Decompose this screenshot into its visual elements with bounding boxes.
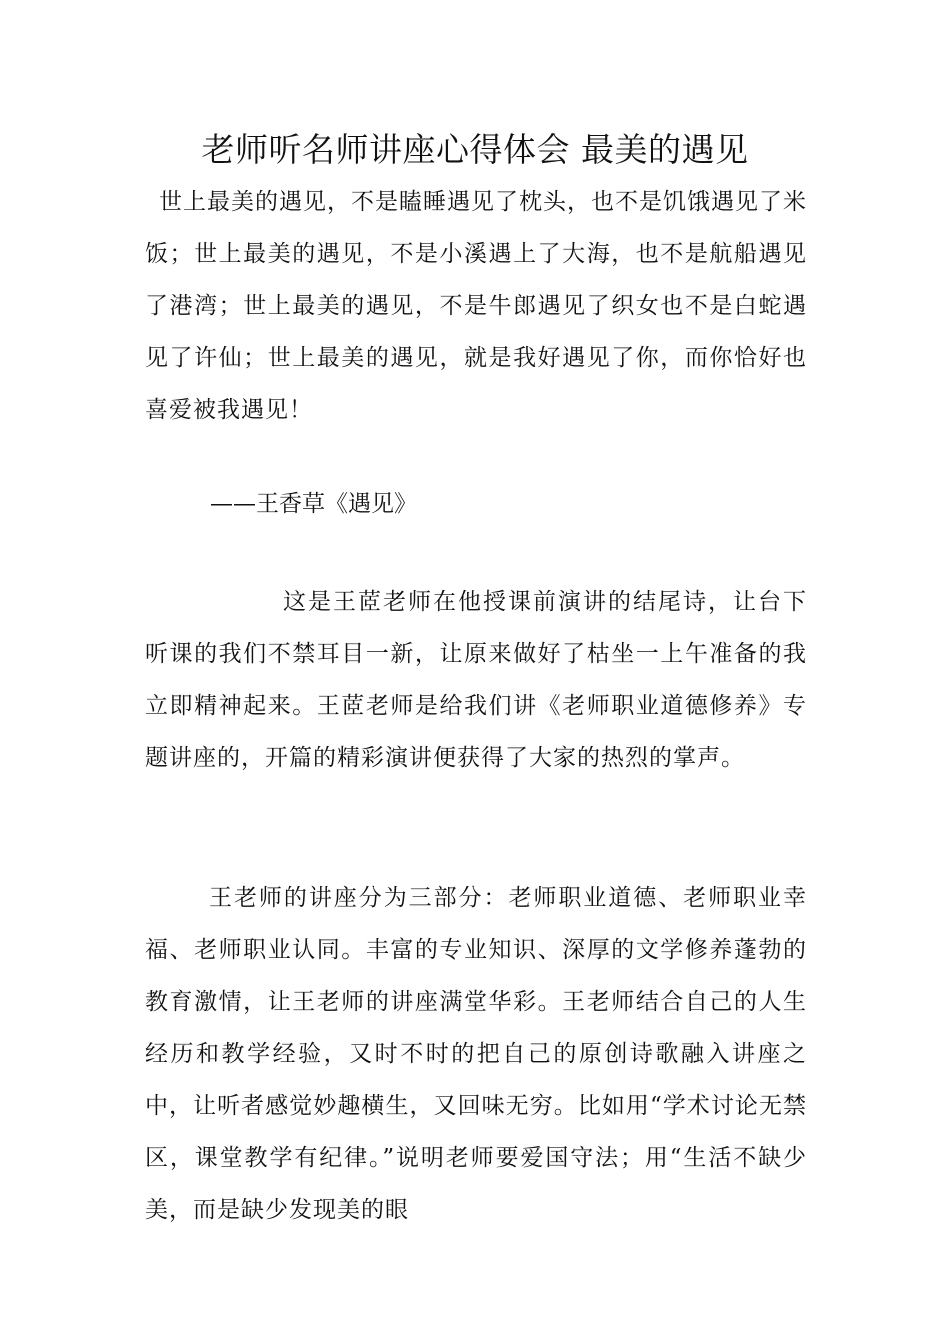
paragraph-poem: 世上最美的遇见，不是瞌睡遇见了枕头，也不是饥饿遇见了米饭；世上最美的遇见，不是小溪遇上了大海，也不是航船遇见了港湾；世上最美的遇见，不是牛郎遇见了织女也不是白蛇遇见了许仙；世上最美的遇见，就是我好遇见了你，而你恰好也喜爱被我遇见！ bbox=[145, 189, 807, 423]
document-title: 老师听名师讲座心得体会 最美的遇见 bbox=[201, 130, 749, 169]
quote-attribution: ——王香草《遇见》 bbox=[210, 491, 417, 517]
paragraph-lecture: 王老师的讲座分为三部分：老师职业道德、老师职业幸福、老师职业认同。丰富的专业知识、深厚的文学修养蓬勃的教育激情，让王老师的讲座满堂华彩。王老师结合自己的人生经历和教学经验，又时不时的把自己的原创诗歌融入讲座之中，让听者感觉妙趣横生，又回味无穷。比如用“学术讨论无禁区，课堂教学有纪律。”说明老师要爱国守法；用“生活不缺少美，而是缺少发现美的眼 bbox=[145, 885, 807, 1223]
paragraph-intro: 这是王茝老师在他授课前演讲的结尾诗，让台下听课的我们不禁耳目一新，让原来做好了枯坐一上午准备的我立即精神起来。王茝老师是给我们讲《老师职业道德修养》专题讲座的，开篇的精彩演讲便获得了大家的热烈的掌声。 bbox=[145, 589, 807, 771]
